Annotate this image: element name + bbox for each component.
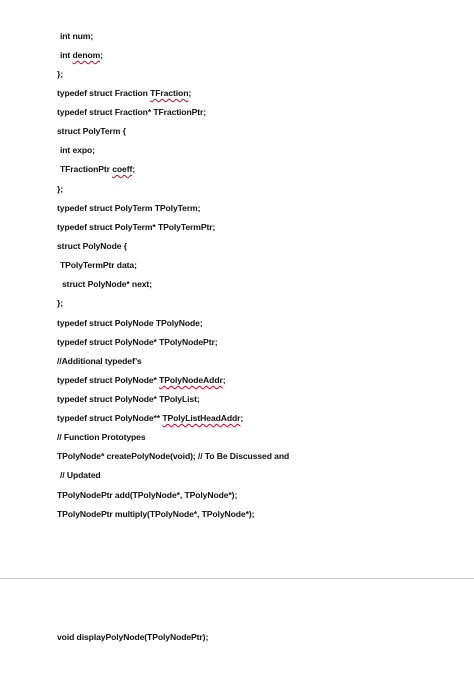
code-line-typedef-tpolynodeaddr: typedef struct PolyNode* TPolyNodeAddr;	[57, 375, 226, 385]
page-break-divider	[0, 578, 474, 579]
code-line-close-fraction: };	[57, 69, 64, 79]
code-line-typedef-tpolyterm: typedef struct PolyTerm TPolyTerm;	[57, 203, 201, 213]
spelling-error-tfraction[interactable]: TFraction	[150, 88, 189, 98]
code-line-struct-polyterm: struct PolyTerm {	[57, 126, 126, 136]
spelling-error-tpolynodeaddr[interactable]: TPolyNodeAddr	[159, 375, 223, 385]
code-line-multiply-prototype: TPolyNodePtr multiply(TPolyNode*, TPolyNode*);	[57, 509, 255, 519]
spelling-error-denom[interactable]: denom	[72, 50, 101, 60]
code-line-typedef-tpolytermptr: typedef struct PolyTerm* TPolyTermPtr;	[57, 222, 216, 232]
code-line-close-polynode: };	[57, 298, 64, 308]
code-line-createpolynode: TPolyNode* createPolyNode(void); // To Be Discussed and	[57, 451, 290, 461]
code-line-int-num: int num;	[60, 31, 94, 41]
code-line-typedef-tfraction: typedef struct Fraction TFraction;	[57, 88, 192, 98]
code-line-comment-additional: //Additional typedef’s	[57, 356, 142, 366]
code-line-data-member: TPolyTermPtr data;	[60, 260, 137, 270]
spelling-error-tpolylistheadaddr[interactable]: TPolyListHeadAddr	[162, 413, 241, 423]
code-line-struct-polynode: struct PolyNode {	[57, 241, 127, 251]
code-line-add-prototype: TPolyNodePtr add(TPolyNode*, TPolyNode*);	[57, 490, 238, 500]
code-line-next-member: struct PolyNode* next;	[62, 279, 152, 289]
code-line-typedef-tpolynodeptr: typedef struct PolyNode* TPolyNodePtr;	[57, 337, 218, 347]
code-line-close-polyterm: };	[57, 184, 64, 194]
code-line-comment-prototypes: // Function Prototypes	[57, 432, 146, 442]
code-line-coeff: TFractionPtr coeff;	[60, 164, 135, 174]
spelling-error-coeff[interactable]: coeff	[112, 164, 133, 174]
code-line-comment-updated: // Updated	[60, 470, 101, 480]
code-line-typedef-tpolylistheadaddr: typedef struct PolyNode** TPolyListHeadAddr;	[57, 413, 244, 423]
code-line-int-denom: int denom;	[60, 50, 103, 60]
code-line-typedef-tfractionptr: typedef struct Fraction* TFractionPtr;	[57, 107, 206, 117]
code-line-displaypolynode: void displayPolyNode(TPolyNodePtr);	[57, 632, 209, 642]
code-line-typedef-tpolynode: typedef struct PolyNode TPolyNode;	[57, 318, 203, 328]
code-line-typedef-tpolylist: typedef struct PolyNode* TPolyList;	[57, 394, 200, 404]
code-line-int-expo: int expo;	[60, 145, 95, 155]
